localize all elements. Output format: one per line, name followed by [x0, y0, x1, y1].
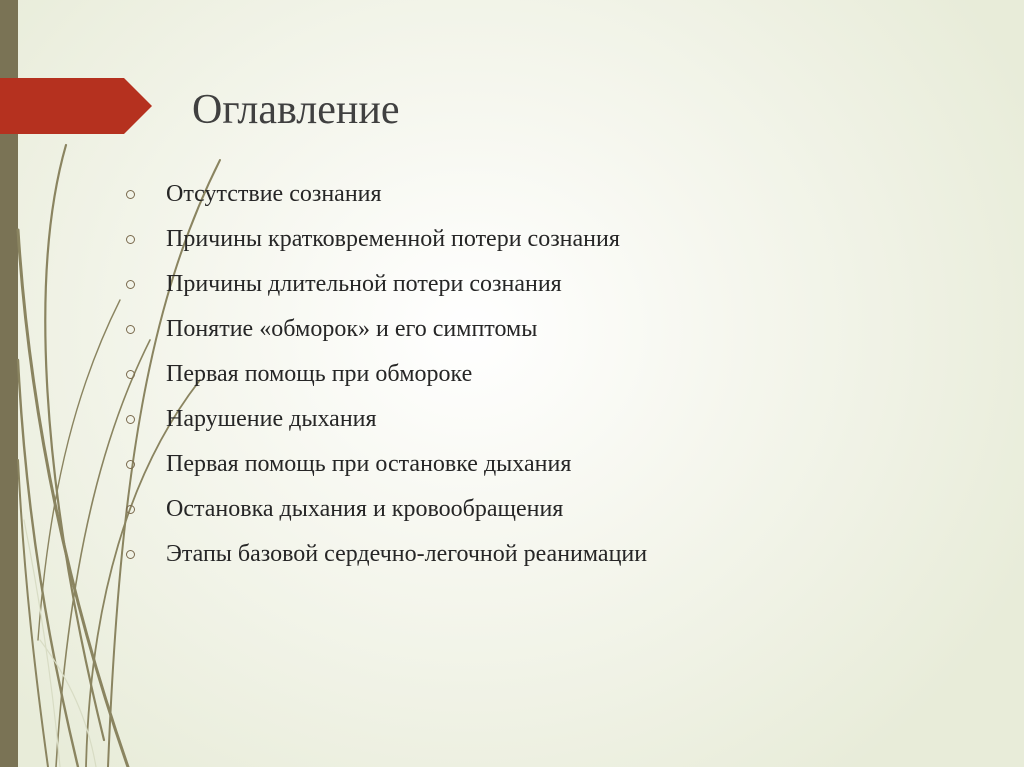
circle-bullet-icon [126, 460, 135, 469]
list-item-label: Нарушение дыхания [166, 406, 377, 432]
list-item-label: Этапы базовой сердечно-легочной реанимации [166, 541, 648, 567]
slide-title: Оглавление [192, 87, 400, 133]
table-of-contents-list [126, 173, 647, 578]
list-item-label: Первая помощь при обмороке [166, 361, 473, 387]
circle-bullet-icon [126, 235, 135, 244]
list-item [126, 173, 647, 218]
list-item-label: Первая помощь при остановке дыхания [166, 451, 572, 477]
circle-bullet-icon [126, 415, 135, 424]
list-item [126, 308, 647, 353]
list-item-label: Остановка дыхания и кровообращения [166, 496, 564, 522]
list-item [126, 218, 647, 263]
list-item-label: Понятие «обморок» и его симптомы [166, 316, 538, 342]
circle-bullet-icon [126, 505, 135, 514]
list-item [126, 353, 647, 398]
circle-bullet-icon [126, 280, 135, 289]
list-item [126, 263, 647, 308]
circle-bullet-icon [126, 325, 135, 334]
circle-bullet-icon [126, 550, 135, 559]
list-item [126, 488, 647, 533]
list-item-label: Отсутствие сознания [166, 181, 382, 207]
title-accent-tab [0, 78, 152, 134]
list-item [126, 533, 647, 578]
circle-bullet-icon [126, 190, 135, 199]
list-item [126, 443, 647, 488]
circle-bullet-icon [126, 370, 135, 379]
list-item-label: Причины кратковременной потери сознания [166, 226, 620, 252]
list-item [126, 398, 647, 443]
list-item-label: Причины длительной потери сознания [166, 271, 562, 297]
